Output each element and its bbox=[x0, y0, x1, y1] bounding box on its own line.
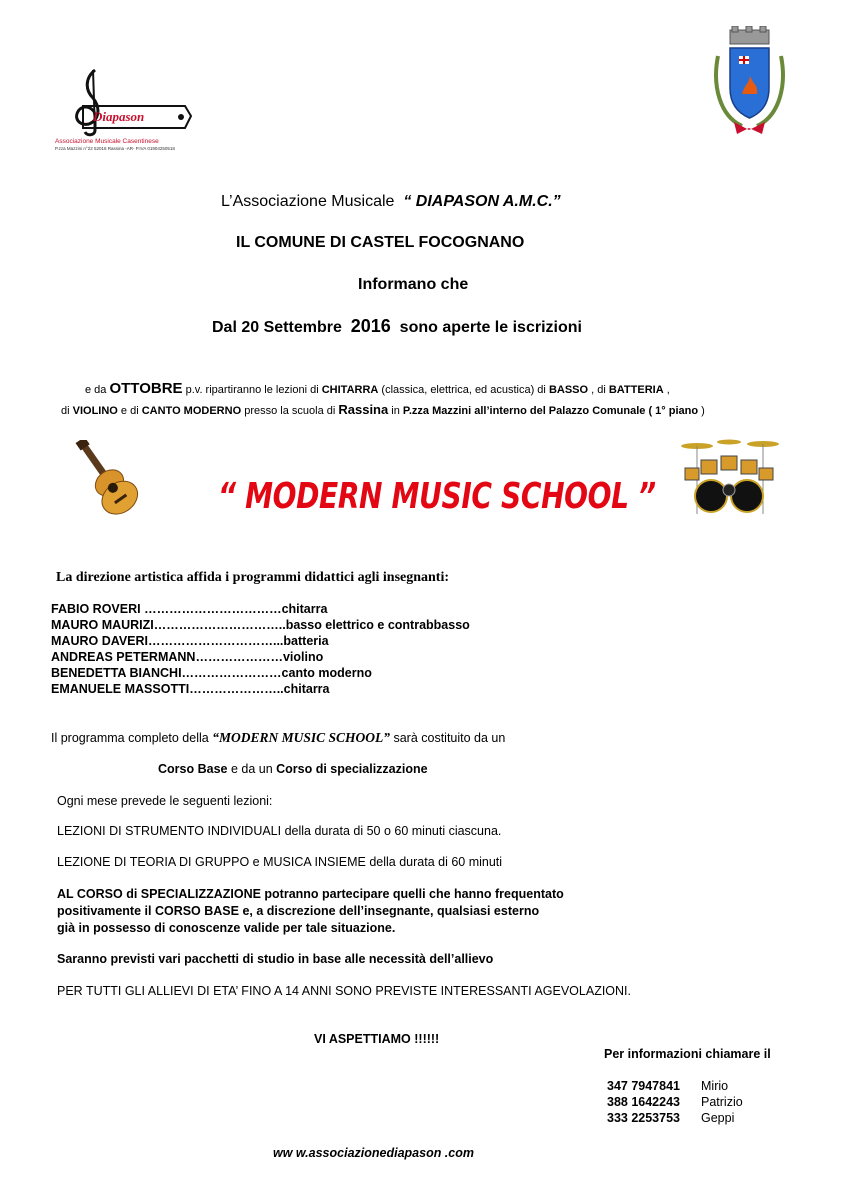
teachers-intro: La direzione artistica affida i programmi didattici agli insegnanti: bbox=[56, 570, 450, 585]
drum-kit-icon bbox=[675, 438, 783, 516]
program-monthly: Ogni mese prevede le seguenti lezioni: bbox=[57, 794, 273, 808]
program-intro: Il programma completo della “MODERN MUSIC SCHOOL” sarà costituito da un bbox=[51, 730, 506, 745]
teacher-row: ANDREAS PETERMANN…………………violino bbox=[51, 650, 324, 664]
school-title: “ MODERN MUSIC SCHOOL ” bbox=[218, 476, 656, 517]
municipality-line: IL COMUNE DI CASTEL FOCOGNANO bbox=[236, 234, 525, 251]
teacher-row: FABIO ROVERI ……………………………chitarra bbox=[51, 602, 328, 616]
coat-of-arms-icon bbox=[712, 26, 787, 140]
logo-address: P.zza Mazzini n°22 52016 Rassina -AR- P.IVA 01904250518 bbox=[55, 146, 175, 151]
closing-line: VI ASPETTIAMO !!!!!! bbox=[314, 1032, 440, 1046]
teacher-row: MAURO MAURIZI…………………………..basso elettrico e contrabbasso bbox=[51, 618, 470, 632]
phone-row: 347 7947841 Mirio bbox=[607, 1079, 729, 1093]
phone-row: 333 2253753 Geppi bbox=[607, 1111, 735, 1125]
website-link[interactable]: ww w.associazionediapason .com bbox=[273, 1146, 474, 1160]
program-courses: Corso Base e da un Corso di specializzazione bbox=[158, 762, 428, 776]
enrollment-line bbox=[212, 316, 582, 337]
teacher-row: EMANUELE MASSOTTI…………………..chitarra bbox=[51, 682, 330, 696]
enrollment-year: 2016 bbox=[350, 316, 391, 336]
logo-subtitle: Associazione Musicale Casentinese bbox=[55, 138, 159, 145]
enrollment-date: Dal 20 Settembre bbox=[212, 319, 342, 336]
program-group-lessons: LEZIONE DI TEORIA DI GRUPPO e MUSICA INSIEME della durata di 60 minuti bbox=[57, 855, 503, 869]
specialization-paragraph: AL CORSO di SPECIALIZZAZIONE potranno partecipare quelli che hanno frequentato positivamente il CORSO BASE e, a discrezione dell’insegnante, qualsiasi esterno già in possesso di conoscenze valide per tale situazione. bbox=[57, 887, 564, 935]
phone-row: 388 1642243 Patrizio bbox=[607, 1095, 743, 1109]
teacher-row: BENEDETTA BIANCHI……………………canto moderno bbox=[51, 666, 372, 680]
teacher-row: MAURO DAVERI…………………………...batteria bbox=[51, 634, 329, 648]
treble-clef-logo-icon bbox=[55, 68, 195, 138]
intro-line-1: e da OTTOBRE p.v. ripartiranno le lezioni di CHITARRA (classica, elettrica, ed acustica) di BASSO , di BATTERIA , bbox=[85, 380, 670, 397]
acoustic-guitar-icon bbox=[70, 440, 142, 516]
diapason-logo bbox=[55, 68, 195, 153]
inform-line: Informano che bbox=[358, 276, 469, 293]
discount-line: PER TUTTI GLI ALLIEVI DI ETA’ FINO A 14 ANNI SONO PREVISTE INTERESSANTI AGEVOLAZIONI. bbox=[57, 984, 631, 998]
contact-title: Per informazioni chiamare il bbox=[604, 1047, 771, 1061]
enrollment-suffix: sono aperte le iscrizioni bbox=[399, 319, 582, 336]
logo-name: Diapason bbox=[93, 109, 145, 124]
association-prefix: L’Associazione Musicale bbox=[221, 193, 395, 210]
program-individual-lessons: LEZIONI DI STRUMENTO INDIVIDUALI della durata di 50 o 60 minuti ciascuna. bbox=[57, 824, 502, 838]
association-name: “ DIAPASON A.M.C.” bbox=[403, 193, 561, 210]
packages-line: Saranno previsti vari pacchetti di studio in base alle necessità dell’allievo bbox=[57, 952, 494, 966]
intro-line-2: di VIOLINO e di CANTO MODERNO presso la scuola di Rassina in P.zza Mazzini all’interno del Palazzo Comunale ( 1° piano ) bbox=[61, 402, 705, 417]
